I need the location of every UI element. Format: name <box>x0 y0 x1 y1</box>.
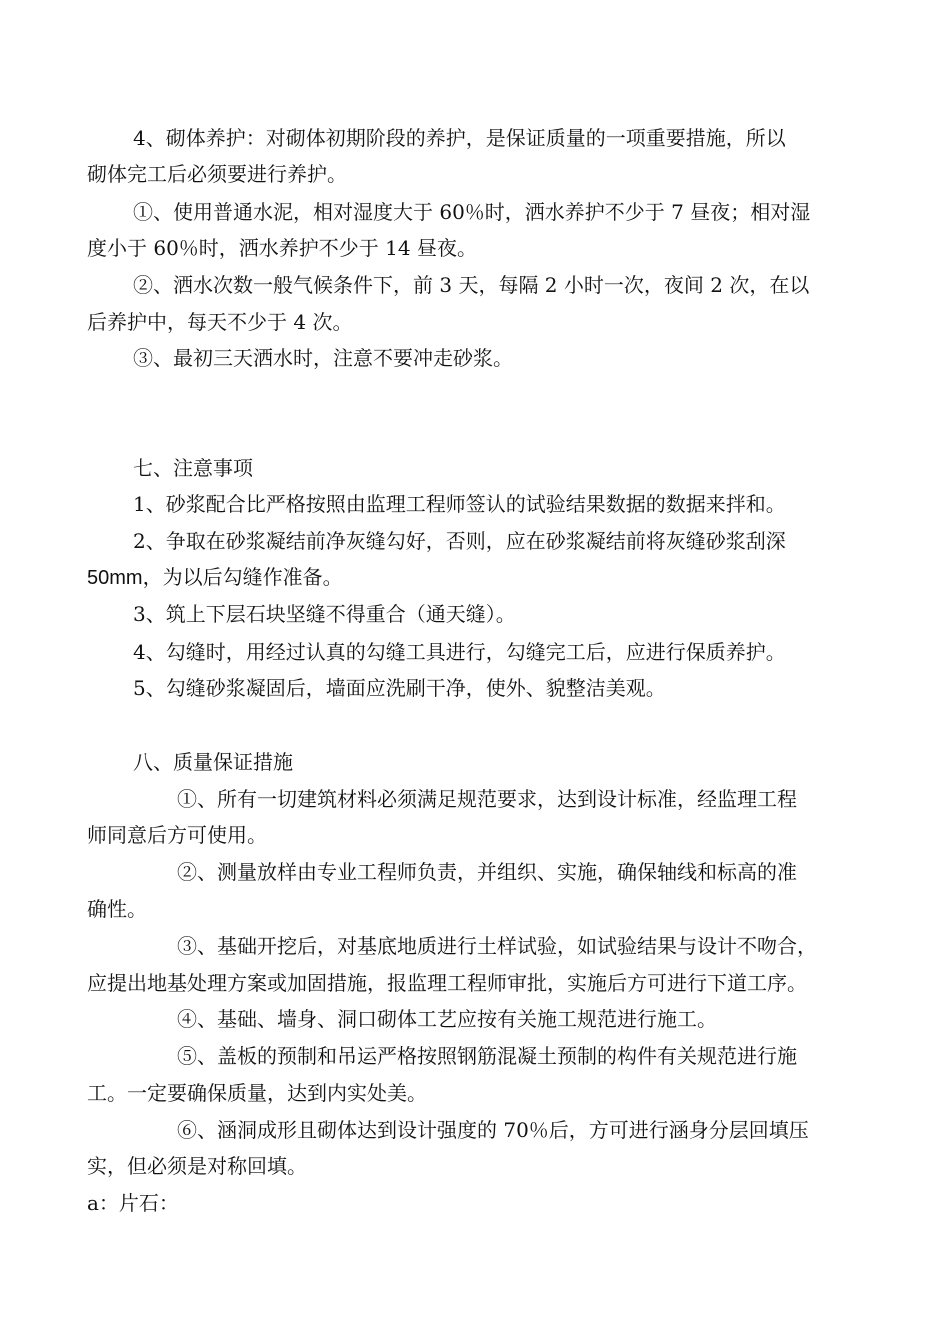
notes-item2-number: 50mm <box>87 567 143 589</box>
curing-item4-line2: 砌体完工后必须要进行养护。 <box>87 162 347 186</box>
quality-m2-line1: ②、测量放样由专业工程师负责，并组织、实施，确保轴线和标高的准 <box>177 860 797 884</box>
notes-heading: 七、注意事项 <box>133 456 253 480</box>
curing-sub2-line1: ②、洒水次数一般气候条件下，前 3 天，每隔 2 小时一次，夜间 2 次，在以 <box>133 273 810 297</box>
quality-m6-line2: 实，但必须是对称回填。 <box>87 1154 307 1178</box>
notes-item3: 3、筑上下层石块坚缝不得重合（通天缝）。 <box>133 602 516 626</box>
notes-item1: 1、砂浆配合比严格按照由监理工程师签认的试验结果数据的数据来拌和。 <box>133 492 786 516</box>
curing-sub1-line1: ①、使用普通水泥，相对湿度大于 60％时，洒水养护不少于 7 昼夜；相对湿 <box>133 200 811 224</box>
quality-m6-line1: ⑥、涵洞成形且砌体达到设计强度的 70％后，方可进行涵身分层回填压 <box>177 1118 809 1142</box>
notes-item5: 5、勾缝砂浆凝固后，墙面应洗刷干净，使外、貌整洁美观。 <box>133 676 666 700</box>
notes-item4: 4、勾缝时，用经过认真的勾缝工具进行，勾缝完工后，应进行保质养护。 <box>133 640 786 664</box>
notes-item2-line2 <box>87 563 343 592</box>
quality-m3-line1: ③、基础开挖后，对基底地质进行土样试验，如试验结果与设计不吻合， <box>177 934 817 958</box>
notes-item2-text: ，为以后勾缝作准备。 <box>142 565 343 589</box>
notes-item2-line1: 2、争取在砂浆凝结前净灰缝勾好，否则，应在砂浆凝结前将灰缝砂浆刮深 <box>133 529 786 553</box>
curing-sub1-line2: 度小于 60％时，洒水养护不少于 14 昼夜。 <box>87 236 477 260</box>
curing-sub2-line2: 后养护中，每天不少于 4 次。 <box>87 310 353 334</box>
curing-sub3-line1: ③、最初三天洒水时，注意不要冲走砂浆。 <box>133 346 513 370</box>
quality-m1-line2: 师同意后方可使用。 <box>87 823 267 847</box>
quality-m1-line1: ①、所有一切建筑材料必须满足规范要求，达到设计标准，经监理工程 <box>177 787 797 811</box>
quality-m5-line2: 工。一定要确保质量，达到内实处美。 <box>87 1081 427 1105</box>
quality-heading: 八、质量保证措施 <box>133 750 293 774</box>
quality-m4-line1: ④、基础、墙身、洞口砌体工艺应按有关施工规范进行施工。 <box>177 1007 717 1031</box>
curing-item4-line1: 4、砌体养护：对砌体初期阶段的养护，是保证质量的一项重要措施，所以 <box>133 126 786 150</box>
quality-m5-line1: ⑤、盖板的预制和吊运严格按照钢筋混凝土预制的构件有关规范进行施 <box>177 1044 797 1068</box>
quality-m3-line2: 应提出地基处理方案或加固措施，报监理工程师审批，实施后方可进行下道工序。 <box>87 971 807 995</box>
quality-material-label: a：片石： <box>87 1191 179 1215</box>
quality-m2-line2: 确性。 <box>87 897 147 921</box>
